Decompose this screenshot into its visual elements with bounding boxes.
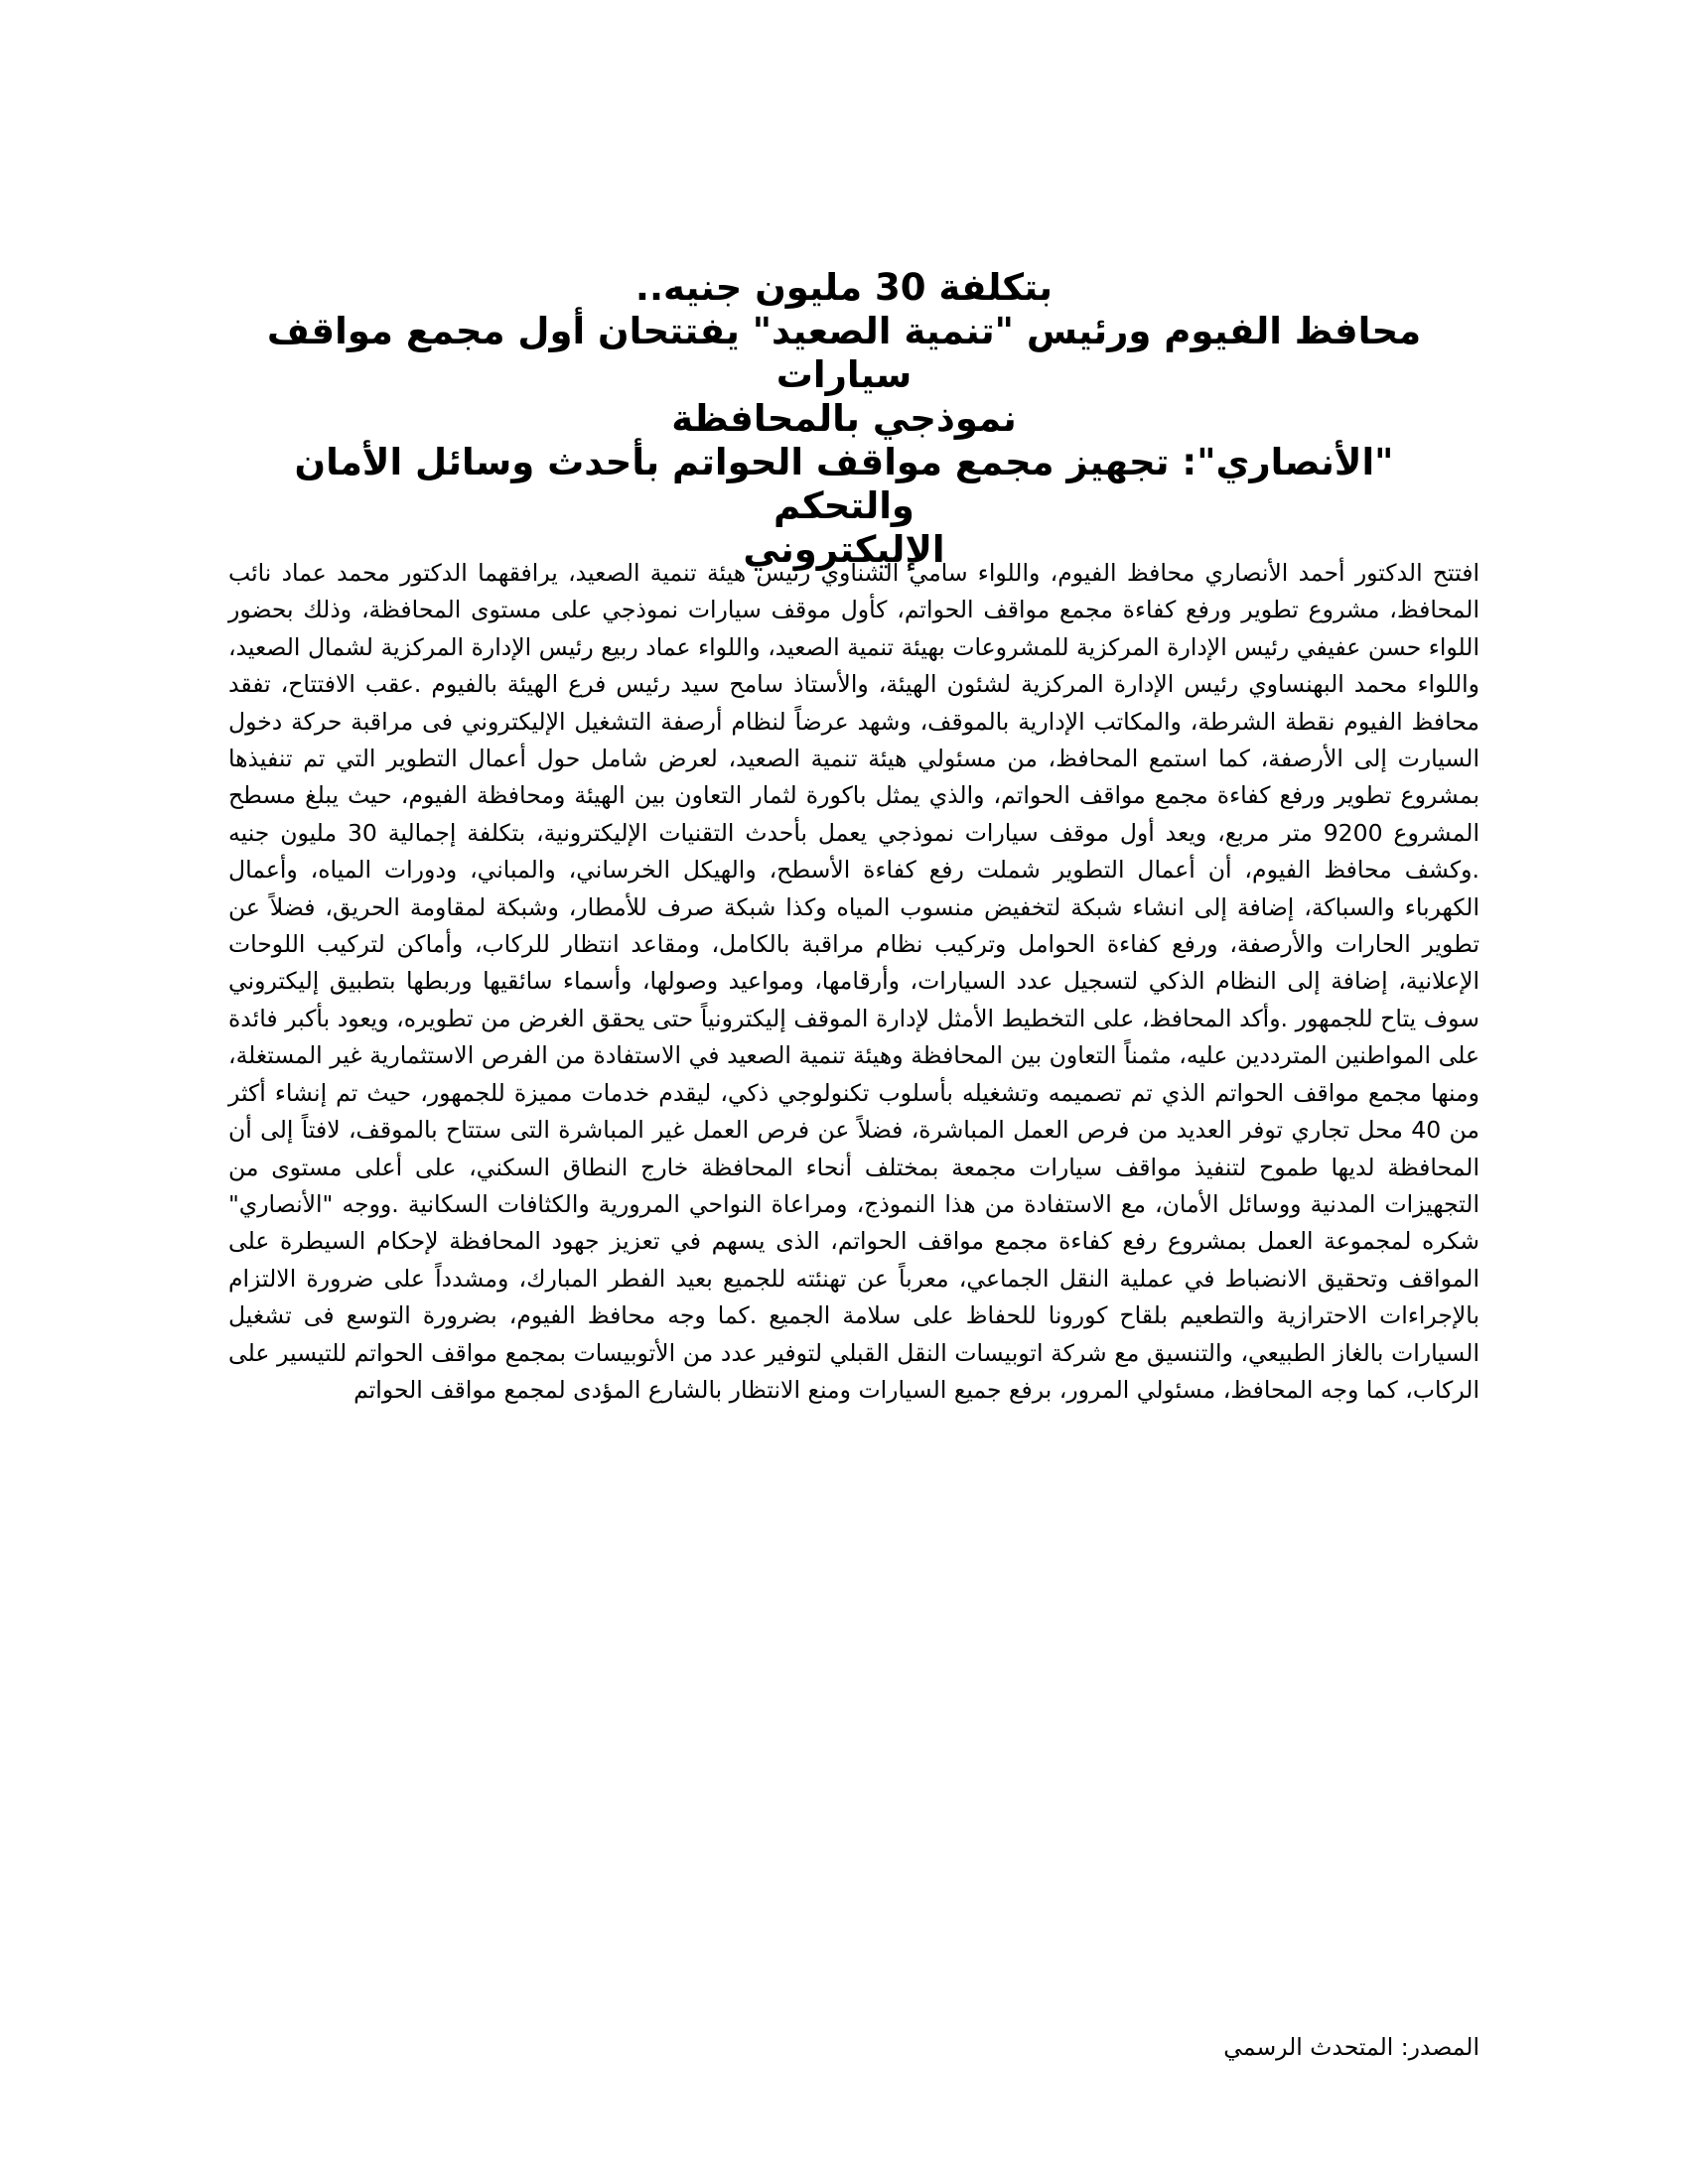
headline-line-1: بتكلفة 30 مليون جنيه.. [634, 266, 1054, 309]
source-credit: المصدر: المتحدث الرسمي [1223, 2033, 1479, 2061]
headline-line-5: الإليكتروني [743, 528, 945, 571]
article-body: افتتح الدكتور أحمد الأنصاري محافظ الفيوم، واللواء سامي الشناوي رئيس هيئة تنمية الصعيد، يرافقهما الدكتور محمد عماد نائب المحافظ، مشروع تطوير ورفع كفاءة مجمع مواقف الحواتم، كأول موقف سيارات نموذجي على مستوى المحافظة، وذلك بحضور اللواء حسن عفيفي رئيس الإدارة المركزية للمشروعات بهيئة تنمية الصعيد، واللواء عماد ربيع رئيس الإدارة المركزية لشمال الصعيد، واللواء محمد البهنساوي رئيس الإدارة المركزية لشئون الهيئة، والأستاذ سامح سيد رئيس فرع الهيئة بالفيوم .عقب الافتتاح، تفقد محافظ الفيوم نقطة الشرطة، والمكاتب الإدارية بالموقف، وشهد عرضاً لنظام أرصفة التشغيل الإليكتروني فى مراقبة حركة دخول السيارت إلى الأرصفة، كما استمع المحافظ، من مسئولي هيئة تنمية الصعيد، لعرض شامل حول أعمال التطوير التي تم تنفيذها بمشروع تطوير ورفع كفاءة مجمع مواقف الحواتم، والذي يمثل باكورة لثمار التعاون بين الهيئة ومحافظة الفيوم، حيث يبلغ مسطح المشروع 9200 متر مربع، ويعد أول موقف سيارات نموذجي يعمل بأحدث التقنيات الإليكترونية، بتكلفة إجمالية 30 مليون جنيه .وكشف محافظ الفيوم، أن أعمال التطوير شملت رفع كفاءة الأسطح، والهيكل الخرساني، والمباني، ودورات المياه، وأعمال الكهرباء والسباكة، إضافة إلى انشاء شبكة لتخفيض منسوب المياه وكذا شبكة صرف للأمطار، وشبكة لمقاومة الحريق، فضلاً عن تطوير الحارات والأرصفة، ورفع كفاءة الحوامل وتركيب نظام مراقبة بالكامل، ومقاعد انتظار للركاب، وأماكن لتركيب اللوحات الإعلانية، إضافة إلى النظام الذكي لتسجيل عدد السيارات، وأرقامها، ومواعيد وصولها، وأسماء سائقيها وربطها بتطبيق إليكتروني سوف يتاح للجمهور .وأكد المحافظ، على التخطيط الأمثل لإدارة الموقف إليكترونياً حتى يحقق الغرض من تطويره، ويعود بأكبر فائدة على المواطنين المترددين عليه، مثمناً التعاون بين المحافظة وهيئة تنمية الصعيد في الاستفادة من الفرص الاستثمارية غير المستغلة، ومنها مجمع مواقف الحواتم الذي تم تصميمه وتشغيله بأسلوب تكنولوجي ذكي، ليقدم خدمات مميزة للجمهور، حيث تم إنشاء أكثر من 40 محل تجاري توفر العديد من فرص العمل المباشرة، فضلاً عن فرص العمل غير المباشرة التى ستتاح بالموقف، لافتاً إلى أن المحافظة لديها طموح لتنفيذ مواقف سيارات مجمعة بمختلف أنحاء المحافظة خارج النطاق السكني، على أعلى مستوى من التجهيزات المدنية ووسائل الأمان، مع الاستفادة من هذا النموذج، ومراعاة النواحي المرورية والكثافات السكانية .ووجه "الأنصاري" شكره لمجموعة العمل بمشروع رفع كفاءة مجمع مواقف الحواتم، الذى يسهم في تعزيز جهود المحافظة لإحكام السيطرة على المواقف وتحقيق الانضباط في عملية النقل الجماعي، معرباً عن تهنئته للجميع بعيد الفطر المبارك، ومشدداً على ضرورة الالتزام بالإجراءات الاحترازية والتطعيم بلقاح كورونا للحفاظ على سلامة الجميع .كما وجه محافظ الفيوم، بضرورة التوسع فى تشغيل السيارات بالغاز الطبيعي، والتنسيق مع شركة اتوبيسات النقل القبلي لتوفير عدد من الأتوبيسات بمجمع مواقف الحواتم للتيسير على الركاب، كما وجه المحافظ، مسئولي المرور، برفع جميع السيارات ومنع الانتظار بالشارع المؤدى لمجمع مواقف الحواتم [228, 559, 1480, 1404]
headline-line-2: محافظ الفيوم ورئيس "تنمية الصعيد" يفتتحان أول مجمع مواقف سيارات [266, 310, 1422, 396]
headline-line-3: نموذجي بالمحافظة [671, 397, 1017, 440]
headline-line-4: "الأنصاري": تجهيز مجمع مواقف الحواتم بأحدث وسائل الأمان والتحكم [294, 441, 1394, 527]
headline-block [253, 266, 1435, 572]
